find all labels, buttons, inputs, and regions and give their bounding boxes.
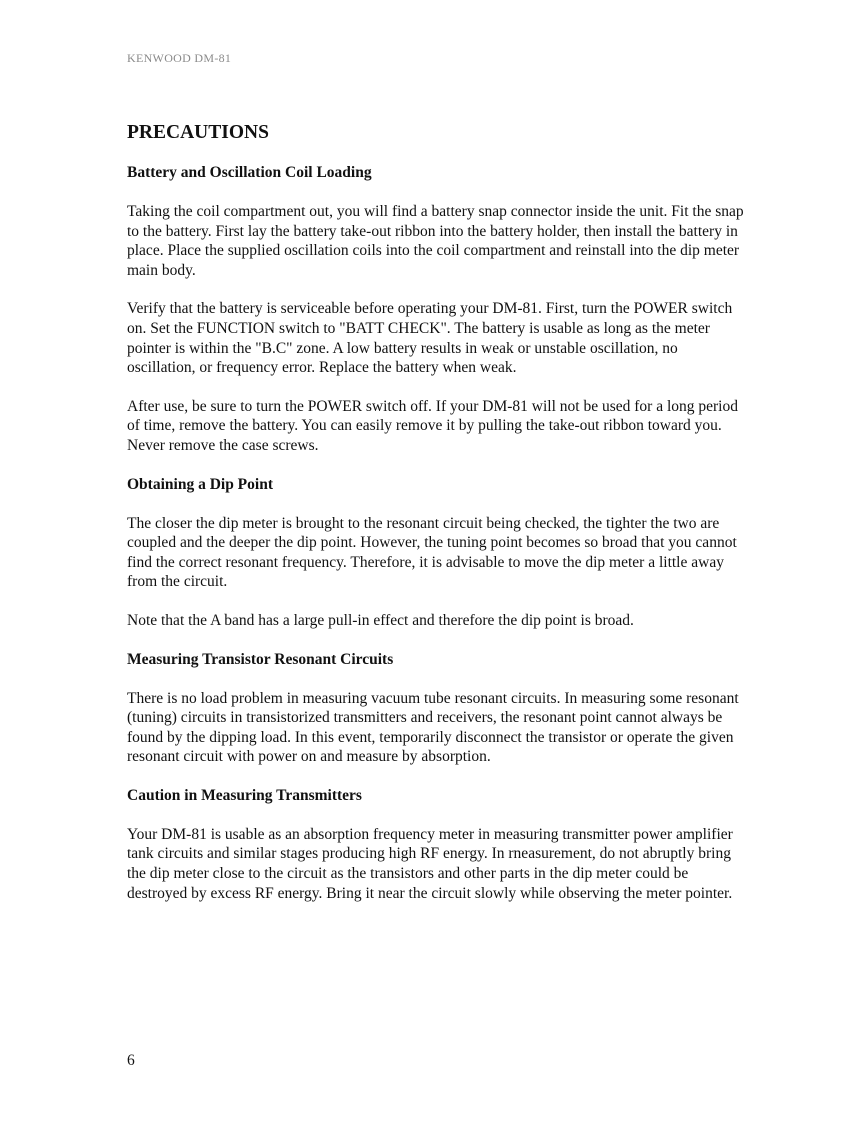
paragraph: Taking the coil compartment out, you will find a battery snap connector inside the unit. Fit the snap to the battery. First lay the battery take-out ribbon into the battery holder, then install the battery in place. Place the supplied oscillation coils into the coil compartment and reinstall into the dip meter main body.: [127, 203, 744, 279]
section-transistor-resonant-circuits: [127, 650, 745, 767]
section-heading: Caution in Measuring Transmitters: [127, 786, 362, 804]
page-content: [127, 120, 745, 922]
running-header: KENWOOD DM-81: [127, 51, 232, 65]
paragraph: There is no load problem in measuring vacuum tube resonant circuits. In measuring some resonant (tuning) circuits in transistorized transmitters and receivers, the resonant point cannot always be found by the dipping load. In this event, temporarily disconnect the transistor or operate the given resonant circuit with power on and measure by absorption.: [127, 689, 739, 766]
page-title: PRECAUTIONS: [127, 122, 269, 143]
paragraph: Verify that the battery is serviceable before operating your DM-81. First, turn the POWER switch on. Set the FUNCTION switch to "BATT CHECK". The battery is usable as long as the meter pointer is within the "B.C" zone. A low battery results in weak or unstable oscillation, no oscillation, or frequency error. Replace the battery when weak.: [127, 300, 733, 377]
section-heading: Battery and Oscillation Coil Loading: [127, 164, 372, 181]
paragraph: Your DM-81 is usable as an absorption frequency meter in measuring transmitter power amplifier tank circuits and similar stages producing high RF energy. In rneasurement, do not abruptly bring the dip meter close to the circuit as the transistors and other parts in the dip meter could be destroyed by excess RF energy. Bring it near the circuit slowly while observing the meter pointer.: [127, 825, 733, 902]
paragraph: The closer the dip meter is brought to the resonant circuit being checked, the tighter the two are coupled and the deeper the dip point. However, the tuning point becomes so broad that you cannot find the correct resonant frequency. Therefore, it is advisable to move the dip meter a little away from the circuit.: [127, 514, 737, 591]
page-number: 6: [127, 1052, 135, 1069]
paragraph: Note that the A band has a large pull-in effect and therefore the dip point is broad.: [127, 611, 634, 629]
section-heading: Measuring Transistor Resonant Circuits: [127, 650, 394, 668]
section-heading: Obtaining a Dip Point: [127, 475, 273, 493]
section-battery-coil-loading: [127, 163, 745, 456]
paragraph: After use, be sure to turn the POWER switch off. If your DM-81 will not be used for a long period of time, remove the battery. You can easily remove it by pulling the take-out ribbon toward you. Never remove the case screws.: [127, 397, 738, 454]
section-obtaining-dip-point: [127, 475, 745, 631]
section-measuring-transmitters: [127, 786, 745, 903]
